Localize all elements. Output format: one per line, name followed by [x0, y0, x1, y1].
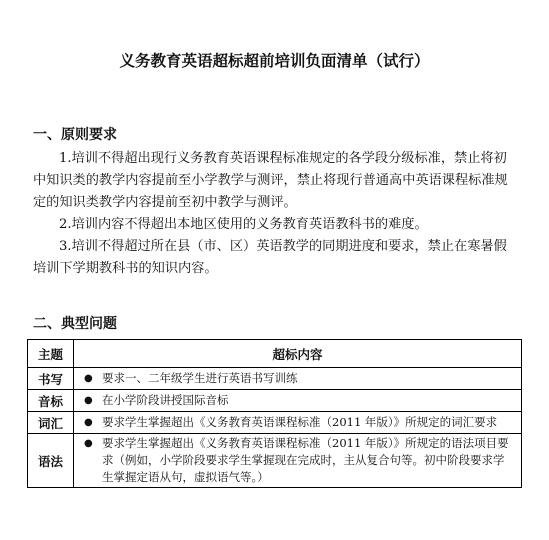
issues-table: [27, 339, 522, 488]
table-header-row: [28, 340, 522, 368]
table-row: [28, 368, 522, 390]
row-topic: 音标: [28, 390, 74, 412]
row-topic: 词汇: [28, 412, 74, 434]
principle-paragraph-3: 3.培训不得超过所在县（市、区）英语教学的同期进度和要求，禁止在寒暑假培训下学期教科书的知识内容。: [33, 239, 507, 276]
bullet-icon: ●: [84, 438, 93, 449]
row-topic: 书写: [28, 368, 74, 390]
table-row: [28, 412, 522, 434]
row-content: 要求学生掌握超出《义务教育英语课程标准（2011 年版）》所规定的语法项目要求（例如，小学阶段要求学生掌握现在完成时，主从复合句等。初中阶段要求学生掌握定语从句，虚拟语气等。）: [102, 436, 509, 484]
row-content: 要求一、二年级学生进行英语书写训练: [102, 371, 298, 385]
row-content: 在小学阶段讲授国际音标: [102, 393, 229, 407]
table-row: [28, 434, 522, 488]
bullet-icon: ●: [84, 395, 93, 406]
bullet-icon: ●: [84, 417, 93, 428]
principle-paragraph-2: 2.培训内容不得超出本地区使用的义务教育英语教科书的难度。: [59, 217, 428, 232]
table-row: [28, 390, 522, 412]
principle-paragraph-1: 1.培训不得超出现行义务教育英语课程标准规定的各学段分级标准，禁止将初中知识类的教学内容提前至小学教学与测评，禁止将现行普通高中英语课程标准规定的知识类教学内容提前至初中教学与测评。: [33, 151, 508, 210]
header-content: 超标内容: [74, 340, 522, 368]
section-heading-typical-issues: 二、典型问题: [33, 316, 117, 332]
row-content: 要求学生掌握超出《义务教育英语课程标准（2011 年版）》所规定的词汇要求: [102, 415, 498, 429]
bullet-icon: ●: [84, 373, 93, 384]
section-heading-principles: 一、原则要求: [33, 127, 117, 143]
header-topic: 主题: [28, 340, 74, 368]
row-topic: 语法: [28, 434, 74, 488]
document-title: 义务教育英语超标超前培训负面清单（试行）: [119, 51, 430, 70]
